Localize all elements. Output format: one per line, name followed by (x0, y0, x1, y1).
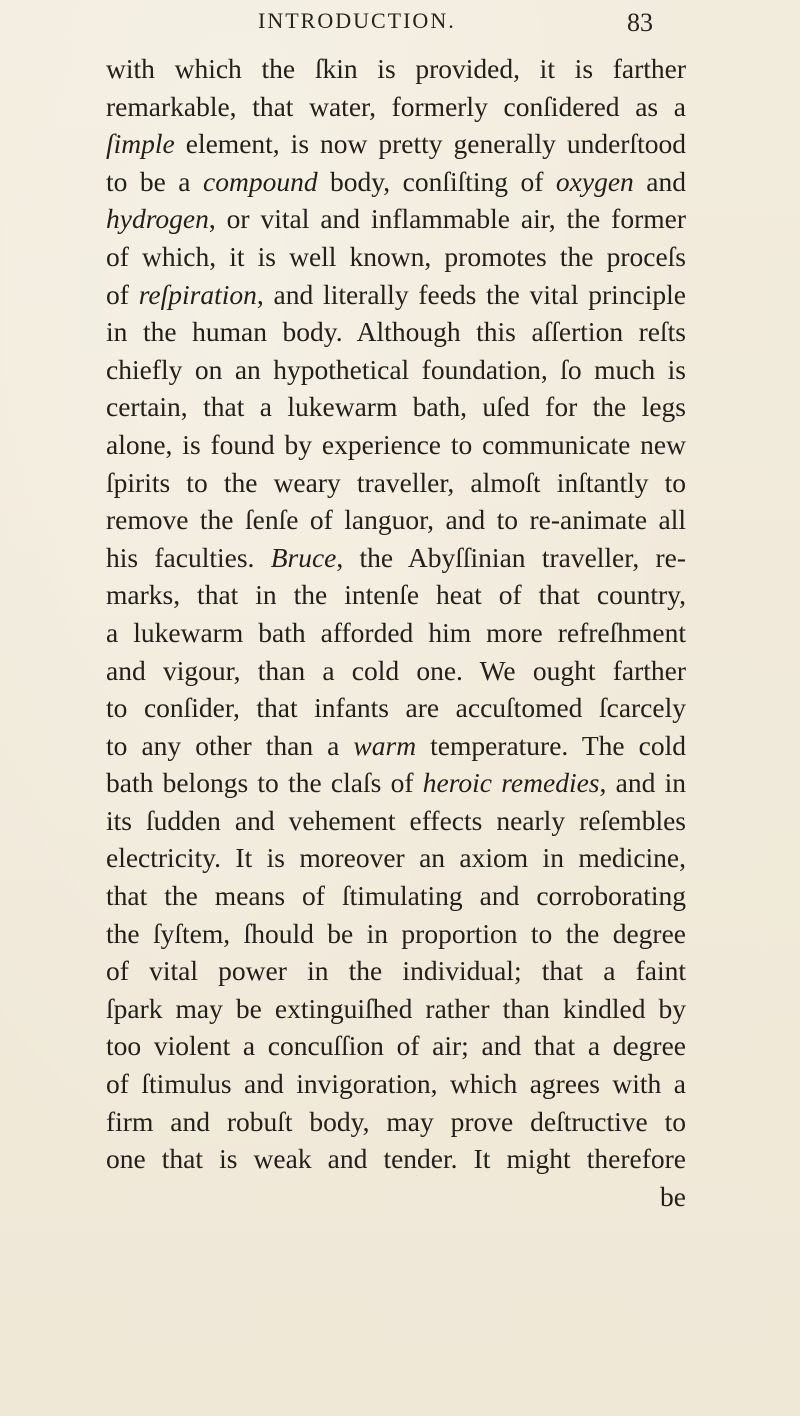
text-line (106, 351, 686, 389)
text-segment: body, conſiſting of (317, 165, 556, 197)
text-line (106, 915, 686, 953)
italic-text: hydrogen (106, 203, 209, 235)
text-segment: to any other than a (106, 729, 354, 761)
running-title: INTRODUCTION. (258, 8, 456, 33)
text-line (106, 125, 686, 163)
text-segment: of vital power in the individual; that a faint (106, 955, 686, 987)
text-segment: be (660, 1180, 686, 1212)
text-segment: with which the ſkin is provided, it is farther (106, 53, 686, 84)
text-segment: , or vital and inflammable air, the former (208, 203, 686, 235)
text-segment: chiefly on an hypothetical foundation, ſo much is (106, 353, 686, 385)
italic-text: ſimple (106, 128, 175, 160)
text-segment: a lukewarm bath afforded him more refreſhment (106, 616, 686, 648)
text-segment: of (106, 278, 139, 310)
text-line (106, 1065, 686, 1103)
text-segment: of ſtimulus and invigoration, which agrees with a (106, 1068, 686, 1100)
text-line (106, 464, 686, 502)
text-segment: that the means of ſtimulating and corroborating (106, 880, 686, 912)
text-segment: of which, it is well known, promotes the proceſs (106, 240, 686, 272)
text-line (106, 990, 686, 1028)
text-line (106, 200, 686, 238)
running-head (0, 8, 800, 48)
text-segment: alone, is found by experience to communicate new (106, 428, 686, 460)
text-segment: , and in (599, 767, 686, 799)
text-line (106, 802, 686, 840)
text-segment: electricity. It is moreover an axiom in medicine, (106, 842, 686, 874)
text-line (106, 50, 686, 88)
text-line (106, 1027, 686, 1065)
text-segment: his faculties. (106, 541, 271, 573)
text-segment: marks, that in the intenſe heat of that country, (106, 579, 686, 611)
text-line (106, 1103, 686, 1141)
text-line (106, 1140, 686, 1178)
text-segment: its ſudden and vehement effects nearly reſembles (106, 804, 686, 836)
page-number: 83 (627, 8, 653, 37)
text-segment: to be a (106, 165, 203, 197)
text-line (106, 689, 686, 727)
text-segment: ſpirits to the weary traveller, almoſt inſtantly to (106, 466, 686, 498)
body-text (106, 50, 686, 1215)
text-segment: remove the ſenſe of languor, and to re-animate all (106, 504, 686, 536)
italic-text: Bruce (270, 541, 337, 573)
text-segment: element, is now pretty generally underſtood (174, 128, 686, 160)
text-segment: and (633, 165, 686, 197)
text-line (106, 652, 686, 690)
text-line (106, 501, 686, 539)
text-segment: the ſyſtem, ſhould be in proportion to the degree (106, 917, 686, 949)
italic-text: reſpiration (138, 278, 257, 310)
text-line (106, 539, 686, 577)
text-segment: , the Abyſſinian traveller, re- (336, 541, 687, 573)
italic-text: compound (203, 165, 318, 197)
text-segment: ſpark may be extinguiſhed rather than kindled by (106, 992, 686, 1024)
text-line (106, 764, 686, 802)
text-segment: temperature. The cold (416, 729, 686, 761)
text-segment: too violent a concuſſion of air; and that a degree (106, 1030, 686, 1062)
text-segment: firm and robuſt body, may prove deſtructive to (106, 1105, 686, 1137)
text-segment: , and literally feeds the vital principle (256, 278, 686, 310)
text-line (106, 1178, 686, 1216)
text-line (106, 426, 686, 464)
text-line (106, 614, 686, 652)
text-line (106, 238, 686, 276)
text-segment: to conſider, that infants are accuſtomed ſcarcely (106, 692, 686, 724)
text-line (106, 388, 686, 426)
text-segment: one that is weak and tender. It might therefore (106, 1143, 686, 1175)
text-segment: remarkable, that water, formerly conſidered as a (106, 90, 686, 122)
text-segment: certain, that a lukewarm bath, uſed for the legs (106, 391, 686, 423)
text-line (106, 163, 686, 201)
text-segment: in the human body. Although this aſſertion reſts (106, 316, 686, 348)
text-line (106, 952, 686, 990)
italic-text: oxygen (555, 165, 634, 197)
text-line (106, 839, 686, 877)
text-line (106, 877, 686, 915)
text-line (106, 88, 686, 126)
text-segment: and vigour, than a cold one. We ought farther (106, 654, 686, 686)
text-line (106, 276, 686, 314)
text-line (106, 576, 686, 614)
italic-text: warm (353, 729, 417, 761)
text-line (106, 313, 686, 351)
text-segment: bath belongs to the claſs of (106, 767, 423, 799)
italic-text: heroic remedies (422, 767, 600, 799)
text-line (106, 727, 686, 765)
